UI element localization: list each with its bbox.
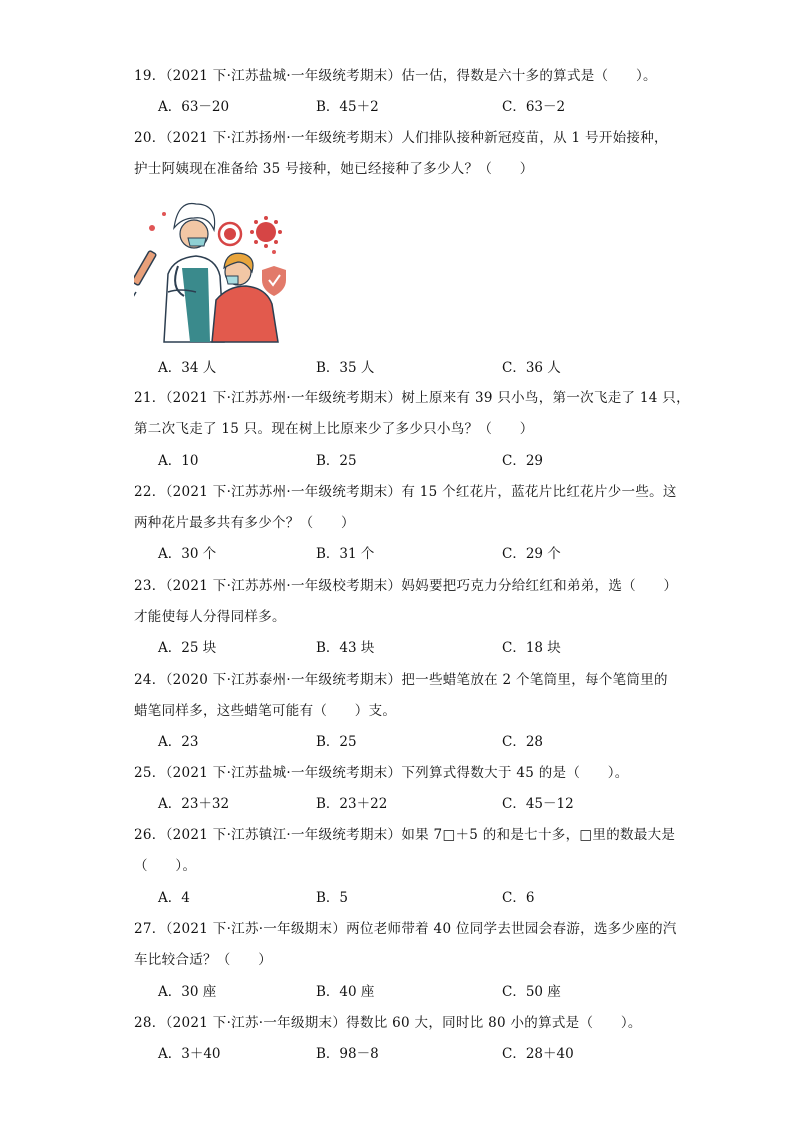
q26-option-b: B．5 [316, 890, 349, 906]
q22-option-c: C．29 个 [502, 546, 561, 562]
question-23-text-line2: 才能使每人分得同样多。 [134, 609, 286, 625]
q24-option-a: A．23 [158, 734, 199, 750]
q23-option-b: B．43 块 [316, 640, 375, 656]
question-28-text: 28．（2021 下·江苏·一年级期末）得数比 60 大，同时比 80 小的算式是（ ）。 [134, 1015, 642, 1031]
q23-option-a: A．25 块 [158, 640, 217, 656]
question-19-text: 19．（2021 下·江苏盐城·一年级统考期末）估一估，得数是六十多的算式是（ ）。 [134, 68, 657, 84]
q28-option-b: B．98－8 [316, 1046, 379, 1062]
q22-option-a: A．30 个 [158, 546, 217, 562]
q20-option-a: A．34 人 [158, 360, 217, 376]
q28-option-a: A．3＋40 [158, 1046, 221, 1062]
q27-option-a: A．30 座 [158, 984, 217, 1000]
question-23-text-line1: 23．（2021 下·江苏苏州·一年级校考期末）妈妈要把巧克力分给红红和弟弟，选（ ） [134, 578, 678, 594]
question-25-text: 25．（2021 下·江苏盐城·一年级统考期末）下列算式得数大于 45 的是（ ）。 [134, 765, 629, 781]
q25-option-c: C．45－12 [502, 796, 574, 812]
question-21-text-line2: 第二次飞走了 15 只。现在树上比原来少了多少只小鸟？（ ） [134, 421, 534, 437]
q19-option-a: A．63－20 [158, 99, 230, 115]
question-20-text-line2: 护士阿姨现在准备给 35 号接种，她已经接种了多少人？（ ） [134, 161, 534, 177]
q27-option-b: B．40 座 [316, 984, 375, 1000]
vaccination-illustration [134, 192, 294, 344]
q25-option-a: A．23＋32 [158, 796, 230, 812]
q25-option-b: B．23＋22 [316, 796, 388, 812]
question-21-text-line1: 21．（2021 下·江苏苏州·一年级统考期末）树上原来有 39 只小鸟，第一次飞走了 14 只， [134, 390, 690, 406]
q26-option-c: C．6 [502, 890, 535, 906]
q26-option-a: A．4 [158, 890, 190, 906]
q21-option-c: C．29 [502, 453, 544, 469]
question-24-text-line2: 蜡笔同样多，这些蜡笔可能有（ ）支。 [134, 703, 397, 719]
question-26-text-line2: （ ）。 [134, 858, 197, 874]
q20-option-b: B．35 人 [316, 360, 375, 376]
q21-option-b: B．25 [316, 453, 357, 469]
question-22-text-line2: 两种花片最多共有多少个？（ ） [134, 515, 355, 531]
q20-option-c: C．36 人 [502, 360, 561, 376]
q19-option-c: C．63－2 [502, 99, 566, 115]
q24-option-c: C．28 [502, 734, 544, 750]
q27-option-c: C．50 座 [502, 984, 561, 1000]
q19-option-b: B．45＋2 [316, 99, 379, 115]
question-20-text-line1: 20．（2021 下·江苏扬州·一年级统考期末）人们排队接种新冠疫苗，从 1 号开始接种， [134, 130, 668, 146]
question-27-text-line1: 27．（2021 下·江苏·一年级期末）两位老师带着 40 位同学去世园会春游，选多少座的汽 [134, 921, 677, 937]
question-27-text-line2: 车比较合适？（ ） [134, 952, 272, 968]
q21-option-a: A．10 [158, 453, 199, 469]
question-26-text-line1: 26．（2021 下·江苏镇江·一年级统考期末）如果 7□＋5 的和是七十多，□里的数最大是 [134, 827, 676, 843]
q23-option-c: C．18 块 [502, 640, 561, 656]
q24-option-b: B．25 [316, 734, 357, 750]
question-24-text-line1: 24．（2020 下·江苏泰州·一年级统考期末）把一些蜡笔放在 2 个笔筒里，每个笔筒里的 [134, 672, 668, 688]
q28-option-c: C．28＋40 [502, 1046, 574, 1062]
q22-option-b: B．31 个 [316, 546, 375, 562]
question-22-text-line1: 22．（2021 下·江苏苏州·一年级统考期末）有 15 个红花片，蓝花片比红花片少一些。这 [134, 484, 677, 500]
